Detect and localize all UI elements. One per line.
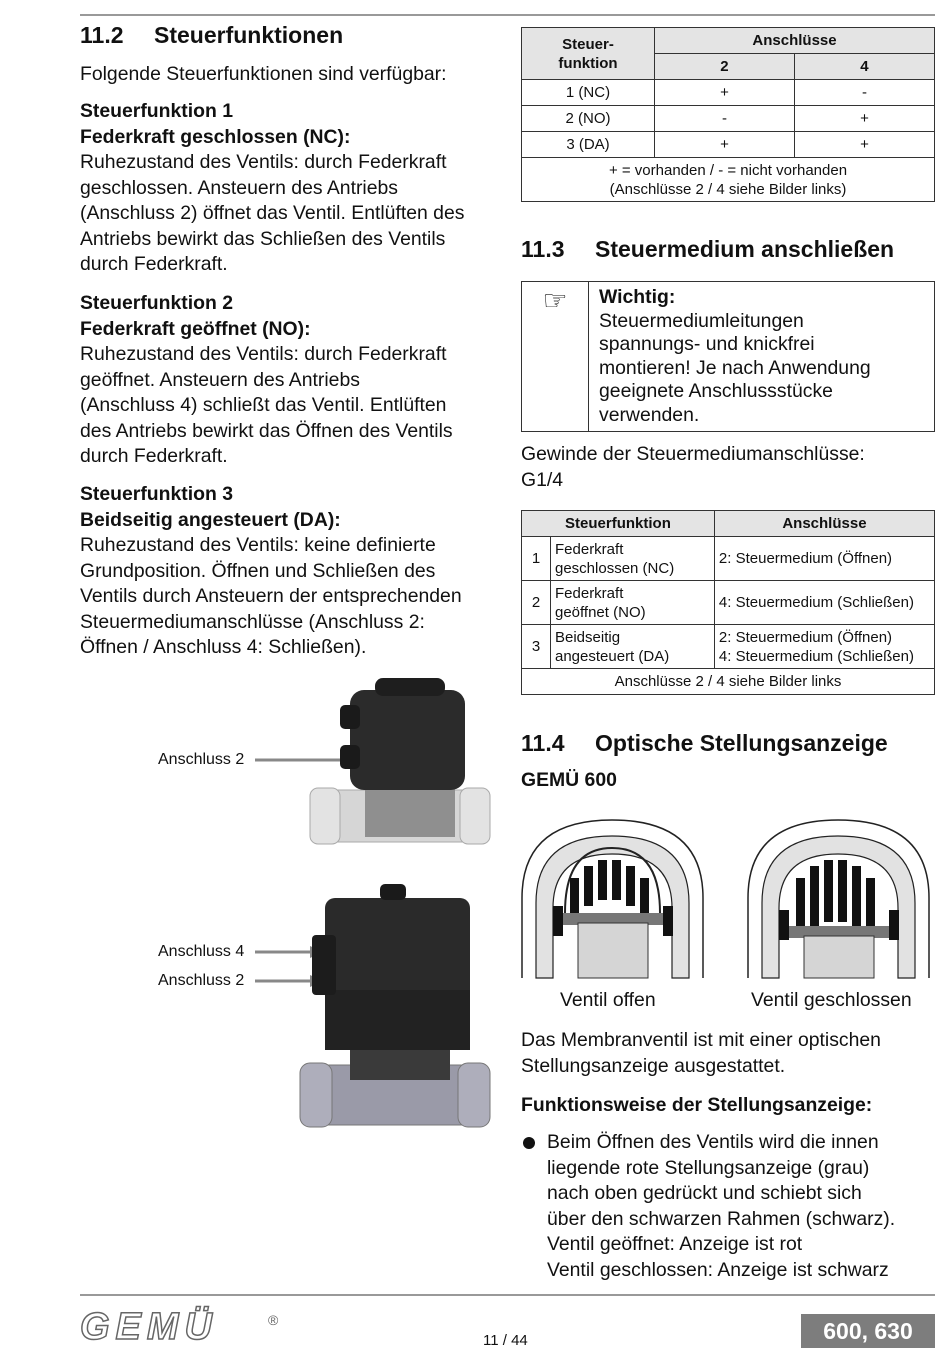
- table-header-function: [522, 28, 655, 80]
- table-header-port-2: 2: [655, 54, 795, 80]
- note-title: Wichtig:: [599, 286, 676, 308]
- cell-port-2: +: [655, 80, 795, 106]
- function-line: Ruhezustand des Ventils: durch Federkraft: [80, 343, 447, 365]
- indicator-closed-diagram: [746, 818, 931, 980]
- cell-port-4: +: [794, 132, 934, 158]
- cell-number: 2: [522, 581, 551, 625]
- function-subtitle: Beidseitig angesteuert (DA):: [80, 508, 341, 531]
- control-function-table: [521, 27, 935, 202]
- indicator-open-diagram: [520, 818, 705, 980]
- bullet-line: Ventil geöffnet: Anzeige ist rot: [547, 1233, 803, 1255]
- section-number: 11.2: [80, 22, 124, 48]
- thread-info: [521, 442, 865, 493]
- desc-line: Das Membranventil ist mit einer optischen: [521, 1029, 881, 1051]
- gemu-logo: GEMÜ: [80, 1306, 218, 1348]
- bullet-line: Beim Öffnen des Ventils wird die innen: [547, 1131, 879, 1153]
- cell-ports: [714, 625, 934, 669]
- cell-function: 2 (NO): [522, 106, 655, 132]
- function-line: durch Federkraft.: [80, 253, 228, 275]
- pointing-hand-icon: ☞: [522, 282, 589, 431]
- table-header-function: Steuerfunktion: [522, 511, 715, 537]
- cell-line: geöffnet (NO): [555, 603, 646, 621]
- cell-line: geschlossen (NC): [555, 559, 675, 577]
- table-row: [522, 80, 935, 106]
- cell-line: Federkraft: [555, 540, 624, 558]
- cell-ports: [714, 581, 934, 625]
- cell-function: 3 (DA): [522, 132, 655, 158]
- cell-port-2: -: [655, 106, 795, 132]
- note-line: + = vorhanden / - = nicht vorhanden: [608, 161, 848, 179]
- cell-port-4: -: [794, 80, 934, 106]
- table-note-row: [522, 158, 935, 202]
- header-line: Steuer-: [562, 35, 614, 53]
- section-number: 11.4: [521, 730, 565, 756]
- cell-line: 2: Steuermedium (Öffnen): [718, 550, 893, 567]
- note-line: montieren! Je nach Anwendung: [599, 356, 871, 379]
- cell-number: 1: [522, 537, 551, 581]
- note-text: [589, 282, 881, 431]
- function-line: Öffnen / Anschluss 4: Schließen).: [80, 636, 367, 658]
- section-title: Steuerfunktionen: [154, 22, 344, 48]
- function-title: Steuerfunktion 3: [80, 483, 233, 505]
- bullet-line: liegende rote Stellungsanzeige (grau): [547, 1156, 870, 1179]
- note-line: verwenden.: [599, 403, 700, 426]
- function-line: geöffnet. Ansteuern des Antriebs: [80, 368, 360, 391]
- cell-line: 4: Steuermedium (Schließen): [718, 647, 914, 665]
- important-note-box: [521, 281, 935, 432]
- function-line: (Anschluss 2) öffnet das Ventil. Entlüften des: [80, 202, 465, 224]
- function-line: Antriebs bewirkt das Schließen des Ventils: [80, 227, 446, 250]
- function-line: des Antriebs bewirkt das Öffnen des Ventils: [80, 419, 453, 442]
- cell-number: 3: [522, 625, 551, 669]
- page-number: 11 / 44: [483, 1332, 528, 1349]
- section-11-3-heading: [521, 236, 894, 263]
- note-line: spannungs- und knickfrei: [599, 333, 815, 355]
- bullet-icon: [523, 1136, 535, 1154]
- valve-photo-top: [250, 670, 510, 870]
- cell-function: [551, 625, 715, 669]
- cell-line: Beidseitig: [555, 628, 621, 646]
- product-name: GEMÜ 600: [521, 769, 617, 791]
- footer-rule: [80, 1294, 935, 1296]
- cell-line: angesteuert (DA): [555, 647, 670, 665]
- bullet-text: [547, 1130, 932, 1283]
- cell-line: Federkraft: [555, 584, 624, 602]
- table-note: [522, 158, 935, 202]
- table-row: [522, 625, 935, 669]
- label-anschluss-4: Anschluss 4: [158, 943, 245, 960]
- bullet-line: über den schwarzen Rahmen (schwarz).: [547, 1207, 896, 1230]
- function-line: Steuermediumanschlüsse (Anschluss 2:: [80, 610, 425, 633]
- cell-ports: [714, 537, 934, 581]
- note-line: Steuermediumleitungen: [599, 309, 804, 332]
- function-title: Steuerfunktion 2: [80, 292, 233, 314]
- thread-value: G1/4: [521, 468, 564, 491]
- table-row: [522, 581, 935, 625]
- table-note-row: [522, 669, 935, 695]
- cell-function: [551, 537, 715, 581]
- table-row: [522, 132, 935, 158]
- section-title: Optische Stellungsanzeige: [595, 730, 888, 756]
- cell-line: 2: Steuermedium (Öffnen): [718, 628, 893, 646]
- function-line: Ventils durch Ansteuern der entsprechenden: [80, 585, 462, 607]
- function-line: durch Federkraft.: [80, 445, 228, 467]
- function-2-block: [80, 291, 510, 470]
- section-11-2-heading: [80, 22, 343, 49]
- section-11-4-heading: [521, 730, 888, 757]
- cell-port-4: +: [794, 106, 934, 132]
- model-badge: 600, 630: [801, 1314, 935, 1348]
- note-line: (Anschlüsse 2 / 4 siehe Bilder links): [609, 180, 847, 198]
- function-1-block: [80, 99, 510, 278]
- table-row: [522, 106, 935, 132]
- function-title: Steuerfunktion 1: [80, 100, 233, 122]
- table-note: Anschlüsse 2 / 4 siehe Bilder links: [522, 669, 935, 695]
- table-header-ports: Anschlüsse: [655, 28, 935, 54]
- section-number: 11.3: [521, 236, 565, 262]
- function-line: Ruhezustand des Ventils: keine definierte: [80, 534, 436, 556]
- cell-function: 1 (NC): [522, 80, 655, 106]
- table-row: [522, 537, 935, 581]
- function-heading: Funktionsweise der Stellungsanzeige:: [521, 1094, 873, 1116]
- label-anschluss-2-top: Anschluss 2: [158, 751, 245, 768]
- section-title: Steuermedium anschließen: [595, 236, 895, 262]
- bullet-line: nach oben gedrückt und schiebt sich: [547, 1182, 862, 1204]
- indicator-description: [521, 1028, 881, 1079]
- port-assignment-table: [521, 510, 935, 695]
- function-line: Ruhezustand des Ventils: durch Federkraft: [80, 151, 447, 173]
- note-line: geeignete Anschlussstücke: [599, 380, 833, 402]
- cell-line: 4: Steuermedium (Schließen): [718, 594, 914, 611]
- desc-line: Stellungsanzeige ausgestattet.: [521, 1054, 786, 1077]
- function-line: (Anschluss 4) schließt das Ventil. Entlüften: [80, 394, 447, 416]
- bullet-line: Ventil geschlossen: Anzeige ist schwarz: [547, 1258, 889, 1281]
- caption-closed: Ventil geschlossen: [751, 989, 912, 1011]
- function-subtitle: Federkraft geschlossen (NC):: [80, 125, 351, 148]
- top-rule: [80, 14, 935, 16]
- function-line: Grundposition. Öffnen und Schließen des: [80, 559, 436, 582]
- registered-icon: ®: [268, 1312, 279, 1328]
- caption-open: Ventil offen: [560, 989, 656, 1011]
- function-subtitle: Federkraft geöffnet (NO):: [80, 317, 311, 340]
- thread-line: Gewinde der Steuermediumanschlüsse:: [521, 443, 865, 465]
- label-anschluss-2-bottom: Anschluss 2: [158, 972, 245, 989]
- function-3-block: [80, 482, 510, 661]
- intro-text: Folgende Steuerfunktionen sind verfügbar:: [80, 63, 447, 85]
- header-line: funktion: [558, 54, 618, 72]
- valve-photo-bottom: [250, 880, 510, 1150]
- table-header-port-4: 4: [794, 54, 934, 80]
- cell-function: [551, 581, 715, 625]
- cell-port-2: +: [655, 132, 795, 158]
- function-line: geschlossen. Ansteuern des Antriebs: [80, 176, 398, 199]
- table-header-ports: Anschlüsse: [714, 511, 934, 537]
